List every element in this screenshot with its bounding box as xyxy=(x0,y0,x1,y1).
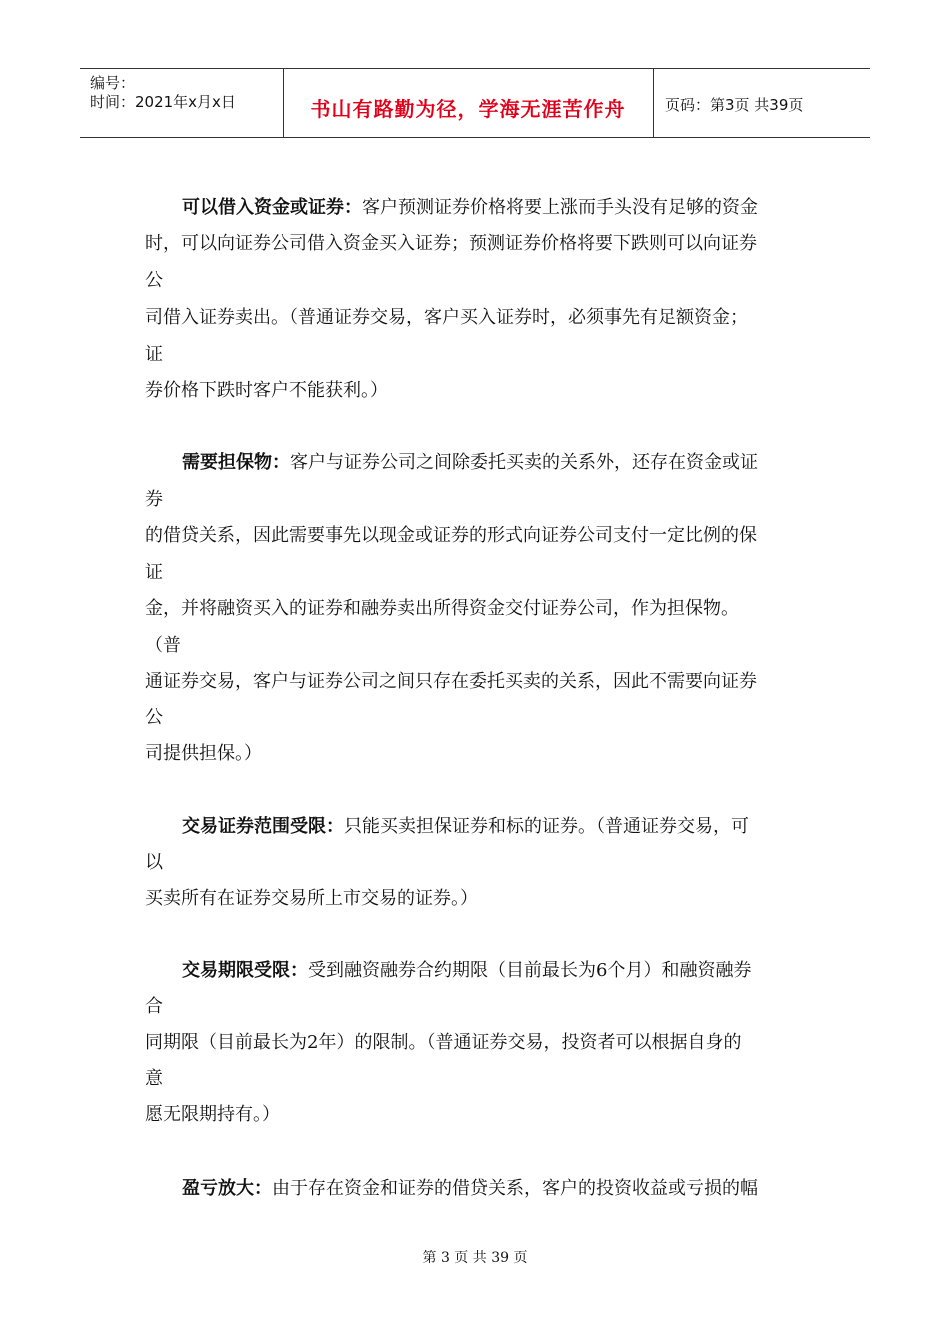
paragraph-2-line-5: 金，并将融资买入的证券和融券卖出所得资金交付证券公司，作为担保物。 xyxy=(145,598,739,619)
paragraph-1-line-4: 司借入证券卖出。（普通证券交易，客户买入证券时，必须事先有足额资金； xyxy=(145,307,748,328)
paragraph-2-line-9: 司提供担保。） xyxy=(145,743,262,764)
paragraph-1-line-3: 公 xyxy=(145,270,163,291)
page-footer: 第 3 页 共 39 页 xyxy=(422,1250,528,1266)
paragraph-3-text: 只能买卖担保证券和标的证券。（普通证券交易，可 xyxy=(344,816,749,837)
header-motto: 书山有路勤为径，学海无涯苦作舟 xyxy=(310,97,626,121)
paragraph-4-heading: 交易期限受限： xyxy=(182,960,308,981)
paragraph-2-line-4: 证 xyxy=(145,562,163,583)
paragraph-4-line-4: 意 xyxy=(145,1068,163,1089)
paragraph-4-line-2: 合 xyxy=(145,996,163,1017)
paragraph-4-line-3: 同期限（目前最长为2年）的限制。（普通证券交易，投资者可以根据自身的 xyxy=(145,1032,742,1053)
paragraph-5-line-1 xyxy=(182,1177,758,1201)
paragraph-4-line-5: 愿无限期持有。） xyxy=(145,1104,280,1125)
header-page-info: 页码：第3页 共39页 xyxy=(665,96,804,114)
document-time-label: 时间：2021年x月x日 xyxy=(90,93,236,111)
paragraph-4-text: 受到融资融券合约期限（目前最长为6个月）和融资融券 xyxy=(308,960,752,981)
paragraph-2-line-2: 券 xyxy=(145,489,163,510)
header-motto-cell xyxy=(283,69,654,137)
paragraph-1-line-6: 券价格下跌时客户不能获利。） xyxy=(145,380,388,401)
paragraph-1-line-5: 证 xyxy=(145,344,163,365)
document-number-label: 编号： xyxy=(90,74,136,92)
paragraph-3-line-3: 买卖所有在证券交易所上市交易的证券。） xyxy=(145,888,478,909)
paragraph-2-line-8: 公 xyxy=(145,707,163,728)
paragraph-2-heading: 需要担保物： xyxy=(182,452,290,473)
paragraph-5-text: 由于存在资金和证券的借贷关系，客户的投资收益或亏损的幅 xyxy=(272,1178,758,1199)
paragraph-1-heading: 可以借入资金或证券： xyxy=(182,197,362,218)
paragraph-2-line-6: （普 xyxy=(145,635,181,656)
paragraph-1-text: 客户预测证券价格将要上涨而手头没有足够的资金 xyxy=(362,197,758,218)
paragraph-2-line-1 xyxy=(182,451,758,475)
header-page-cell xyxy=(653,69,870,137)
paragraph-5-heading: 盈亏放大： xyxy=(182,1178,272,1199)
paragraph-3-line-1 xyxy=(182,815,749,839)
paragraph-1-line-1 xyxy=(182,196,758,220)
paragraph-4-line-1 xyxy=(182,959,751,983)
paragraph-1-line-2: 时，可以向证券公司借入资金买入证券；预测证券价格将要下跌则可以向证券 xyxy=(145,233,757,254)
header-meta-cell xyxy=(80,69,284,137)
page-header xyxy=(80,68,870,138)
paragraph-3-heading: 交易证券范围受限： xyxy=(182,816,344,837)
paragraph-3-line-2: 以 xyxy=(145,852,163,873)
paragraph-2-text: 客户与证券公司之间除委托买卖的关系外，还存在资金或证 xyxy=(290,452,758,473)
paragraph-2-line-3: 的借贷关系，因此需要事先以现金或证券的形式向证券公司支付一定比例的保 xyxy=(145,525,757,546)
paragraph-2-line-7: 通证券交易，客户与证券公司之间只存在委托买卖的关系，因此不需要向证券 xyxy=(145,671,757,692)
